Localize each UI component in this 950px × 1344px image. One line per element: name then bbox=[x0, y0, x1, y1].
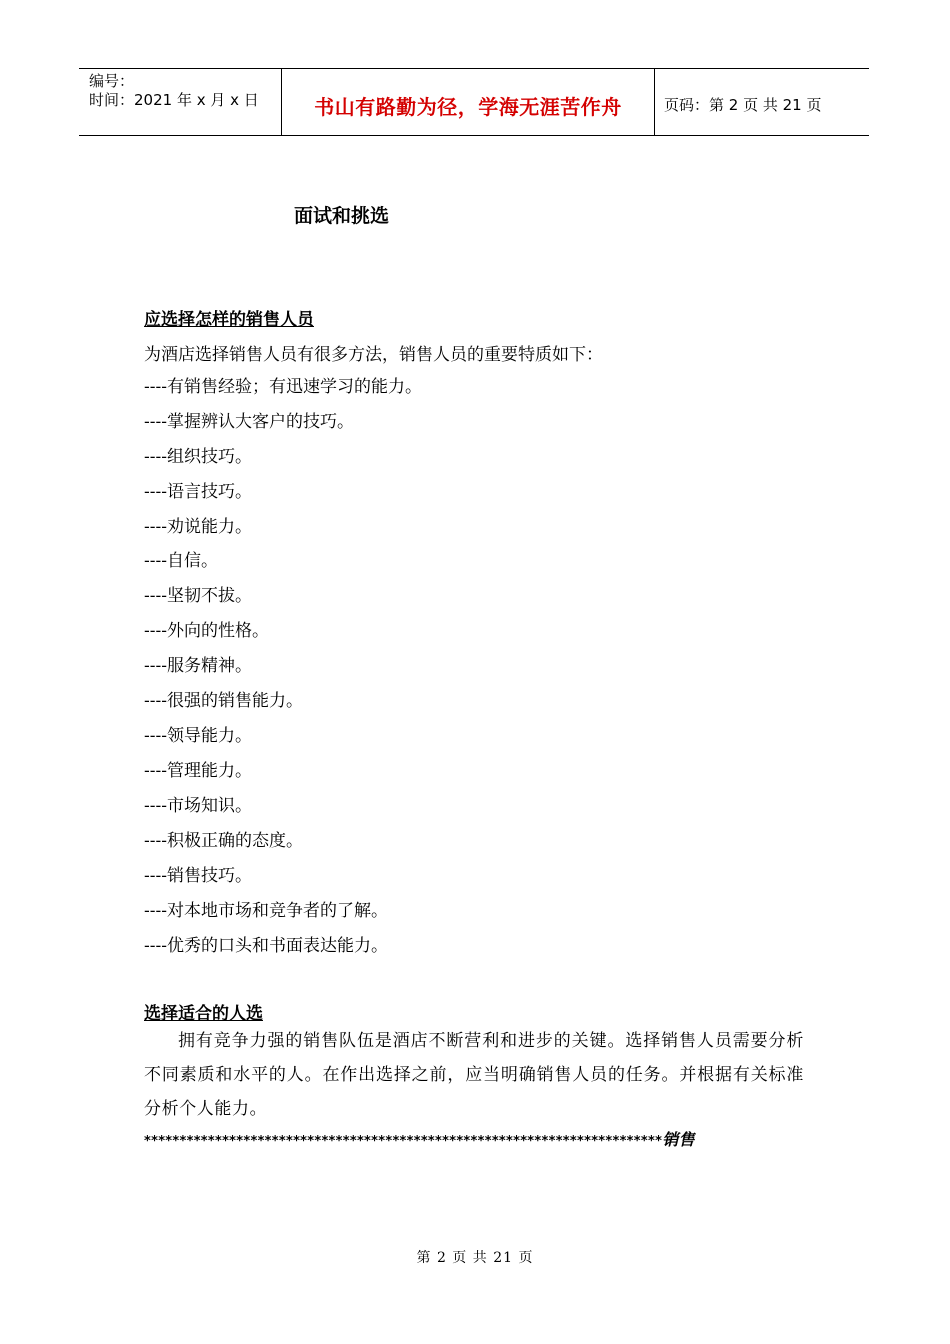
list-item: ----很强的销售能力。 bbox=[144, 691, 303, 711]
header-page-cell bbox=[655, 69, 869, 135]
section-heading-qualities: 应选择怎样的销售人员 bbox=[144, 310, 314, 330]
header-motto: 书山有路勤为径，学海无涯苦作舟 bbox=[314, 95, 622, 119]
list-item: ----管理能力。 bbox=[144, 761, 252, 781]
list-item: ----有销售经验；有迅速学习的能力。 bbox=[144, 377, 422, 397]
separator-tail: 销售 bbox=[662, 1130, 695, 1149]
list-item: ----组织技巧。 bbox=[144, 447, 252, 467]
page-footer: 第 2 页 共 21 页 bbox=[416, 1250, 534, 1266]
separator-line bbox=[144, 1127, 695, 1150]
selection-paragraph: 拥有竞争力强的销售队伍是酒店不断营利和进步的关键。选择销售人员需要分析不同素质和水平的人。在作出选择之前，应当明确销售人员的任务。并根据有关标准分析个人能力。 bbox=[144, 1031, 804, 1119]
list-item: ----积极正确的态度。 bbox=[144, 831, 303, 851]
list-item: ----语言技巧。 bbox=[144, 482, 252, 502]
list-item: ----优秀的口头和书面表达能力。 bbox=[144, 936, 388, 956]
list-item: ----市场知识。 bbox=[144, 796, 252, 816]
header-motto-cell bbox=[281, 69, 655, 135]
list-item: ----销售技巧。 bbox=[144, 866, 252, 886]
header-date-label: 时间：2021 年 x 月 x 日 bbox=[89, 91, 259, 109]
list-item: ----坚韧不拔。 bbox=[144, 586, 252, 606]
header-number-label: 编号： bbox=[89, 72, 135, 90]
list-item: ----服务精神。 bbox=[144, 656, 252, 676]
header-info-cell bbox=[79, 69, 281, 135]
document-header bbox=[79, 68, 869, 136]
header-page-info: 页码：第 2 页 共 21 页 bbox=[664, 96, 822, 114]
section-heading-selection: 选择适合的人选 bbox=[144, 1004, 263, 1024]
list-item: ----掌握辨认大客户的技巧。 bbox=[144, 412, 354, 432]
list-item: ----劝说能力。 bbox=[144, 517, 252, 537]
list-item: ----领导能力。 bbox=[144, 726, 252, 746]
list-item: ----自信。 bbox=[144, 551, 218, 571]
list-item: ----对本地市场和竞争者的了解。 bbox=[144, 901, 388, 921]
section-intro: 为酒店选择销售人员有很多方法，销售人员的重要特质如下： bbox=[144, 345, 603, 365]
list-item: ----外向的性格。 bbox=[144, 621, 269, 641]
separator-stars: ************************************************************************* bbox=[144, 1134, 663, 1149]
page-title: 面试和挑选 bbox=[294, 205, 390, 227]
